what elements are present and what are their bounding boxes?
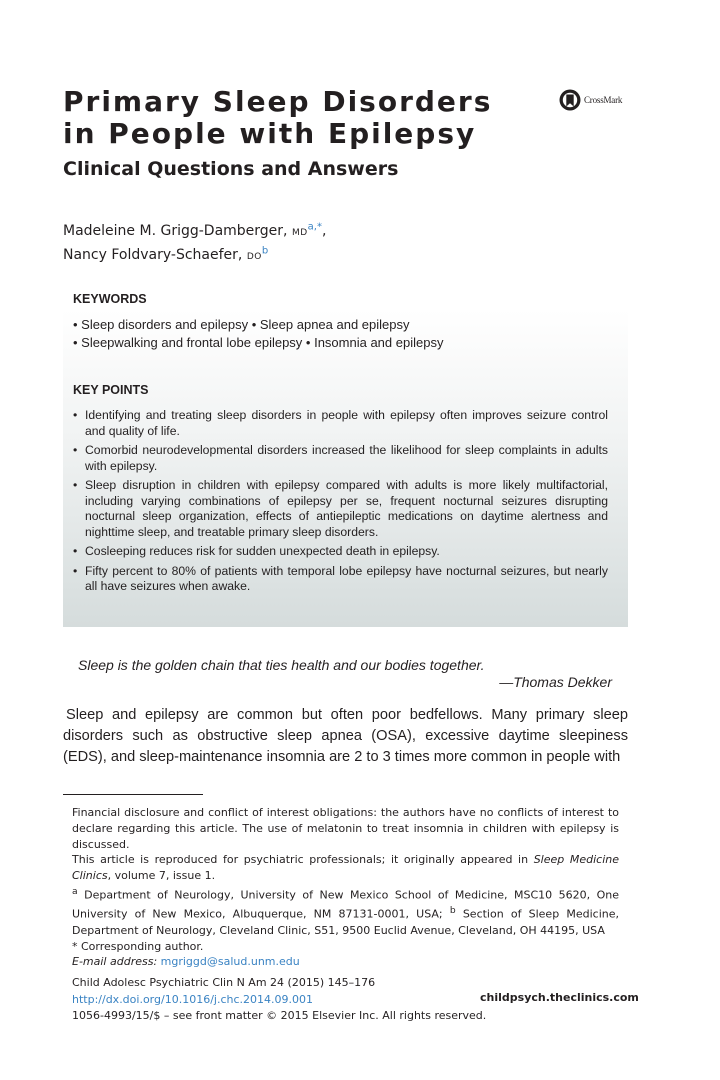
corresponding-author-note: * Corresponding author.	[72, 939, 204, 953]
reproduction-note	[72, 852, 619, 884]
reproduction-prefix: This article is reproduced for psychiatric professionals; it originally appeared in	[72, 853, 534, 867]
key-points-list	[73, 408, 608, 599]
disclosure-note: Financial disclosure and conflict of interest obligations: the authors have no conflicts of interest to declare regarding this article. The use of melatonin to treat insomnia in children with epilepsy is discussed.	[72, 806, 619, 851]
affiliation-b-marker: b	[449, 905, 456, 917]
keywords-line: • Sleepwalking and frontal lobe epilepsy • Insomnia and epilepsy	[73, 335, 444, 350]
footnote-divider	[63, 794, 203, 795]
key-point-item: • Comorbid neurodevelopmental disorders increased the likelihood for sleep complaints in adults with epilepsy.	[73, 443, 608, 474]
issn-copyright: 1056-4993/15/$ – see front matter © 2015 Elsevier Inc. All rights reserved.	[72, 1009, 487, 1022]
keywords-heading: KEYWORDS	[73, 292, 147, 306]
author-line	[63, 244, 326, 268]
affiliation-b: Section of Sleep Medicine, Department of Neurology, Cleveland Clinic, S51, 9500 Euclid Avenue, Cleveland, OH 44195, USA	[72, 908, 619, 937]
epigraph-quote: Sleep is the golden chain that ties health and our bodies together.	[78, 657, 485, 673]
reproduction-suffix: , volume 7, issue 1.	[107, 869, 216, 883]
author-degree: MD	[291, 228, 308, 238]
crossmark-icon	[559, 89, 581, 111]
doi-link[interactable]: http://dx.doi.org/10.1016/j.chc.2014.09.001	[72, 992, 313, 1006]
key-point-item: • Sleep disruption in children with epilepsy compared with adults is more likely multifactorial, including varying combinations of epilepsy per se, frequent nocturnal seizures disrupting nocturnal sleep organization, effects of antiepileptic medications on daytime alertness and nighttime sleep, and treatable primary sleep disorders.	[73, 478, 608, 540]
affiliation-marker[interactable]: b	[261, 245, 269, 257]
journal-name: Sleep Medicine Clinics	[72, 853, 619, 883]
article-title: Primary Sleep Disorders in People with Epilepsy	[63, 85, 493, 150]
article-subtitle: Clinical Questions and Answers	[63, 158, 399, 180]
affiliation-a-marker: a	[72, 885, 78, 897]
key-point-item: • Cosleeping reduces risk for sudden unexpected death in epilepsy.	[73, 544, 608, 560]
author-list	[63, 220, 326, 268]
key-point-item: • Identifying and treating sleep disorders in people with epilepsy often improves seizure control and quality of life.	[73, 408, 608, 439]
body-paragraph: Sleep and epilepsy are common but often poor bedfellows. Many primary sleep disorders such as obstructive sleep apnea (OSA), excessive daytime sleepiness (EDS), and sleep-maintenance insomnia are 2 to 3 times more common in people with	[63, 707, 628, 765]
epigraph-author: —Thomas Dekker	[499, 674, 612, 690]
author-degree: DO	[246, 252, 262, 262]
affiliation-marker[interactable]: a,*	[307, 221, 322, 233]
affiliation-a: Department of Neurology, University of New Mexico School of Medicine, MSC10 5620, One University of New Mexico, Albuquerque, NM 87131-0001, USA;	[72, 888, 619, 922]
journal-website[interactable]: childpsych.theclinics.com	[480, 991, 639, 1004]
crossmark-badge[interactable]	[559, 89, 622, 111]
email-note	[72, 954, 619, 970]
author-line	[63, 220, 326, 244]
author-name: Nancy Foldvary-Schaefer,	[63, 247, 243, 263]
keywords-line: • Sleep disorders and epilepsy • Sleep apnea and epilepsy	[73, 317, 410, 332]
email-link[interactable]: mgriggd@salud.unm.edu	[160, 955, 300, 969]
affiliations-note	[72, 884, 619, 939]
journal-citation: Child Adolesc Psychiatric Clin N Am 24 (2015) 145–176	[72, 976, 376, 989]
key-point-item: • Fifty percent to 80% of patients with temporal lobe epilepsy have nocturnal seizures, but nearly all have seizures when awake.	[73, 564, 608, 595]
footnotes	[72, 805, 619, 970]
summary-box	[63, 282, 628, 627]
email-label: E-mail address:	[72, 955, 158, 969]
crossmark-label: CrossMark	[584, 95, 623, 105]
author-name: Madeleine M. Grigg-Damberger,	[63, 223, 288, 239]
key-points-heading: KEY POINTS	[73, 383, 149, 397]
author-separator: ,	[321, 223, 327, 239]
